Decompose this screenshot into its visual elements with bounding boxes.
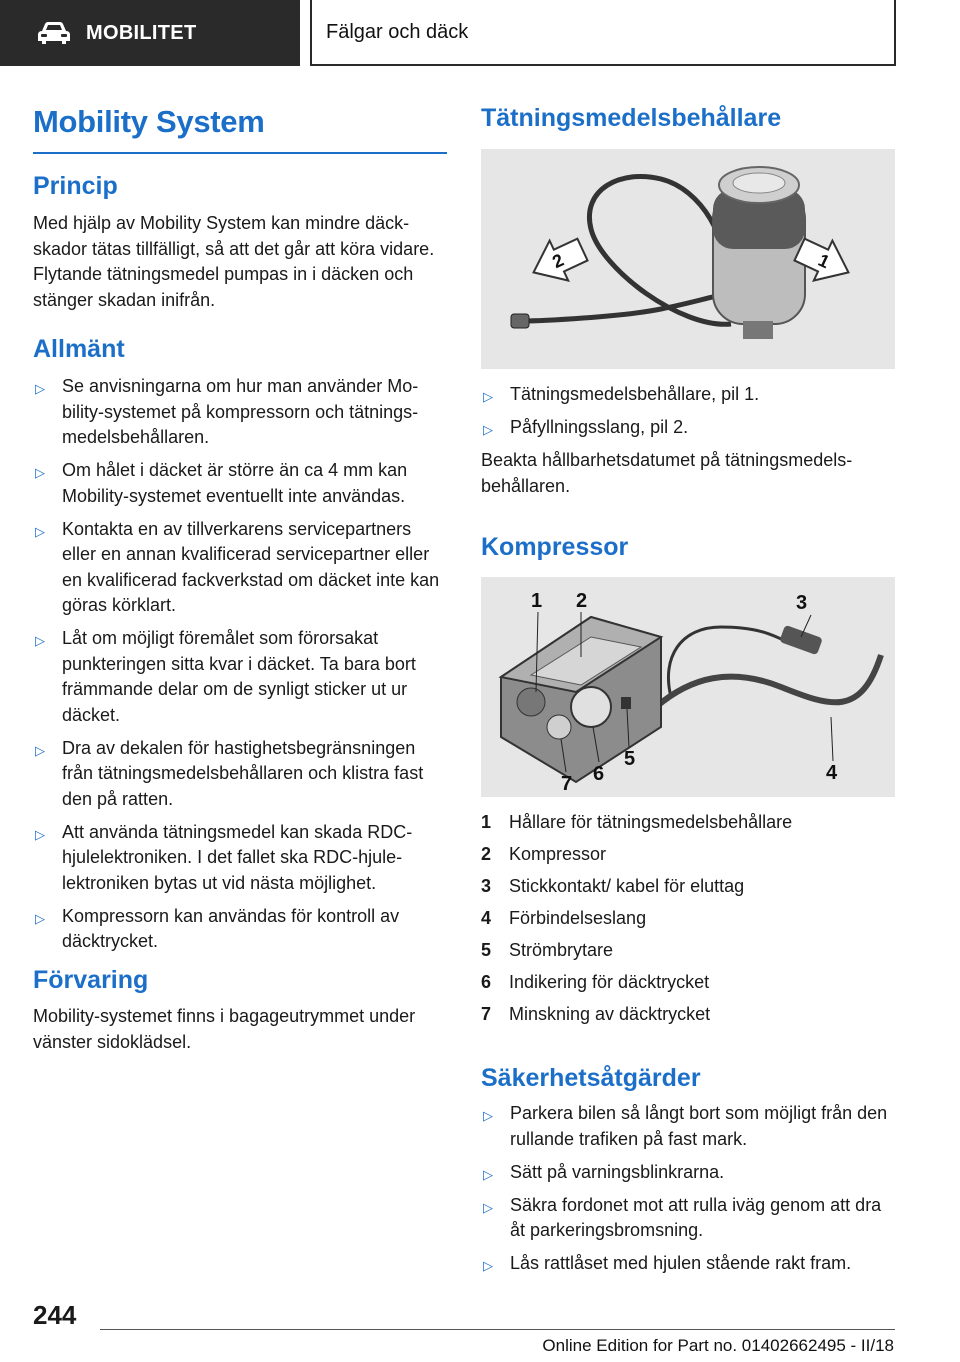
section-label: MOBILITET bbox=[86, 21, 197, 44]
container-note: Beakta hållbarhetsdatumet på tätningsmedelsbehållaren. bbox=[481, 450, 853, 496]
princip-text: Med hjälp av Mobility System kan mindre däckskador tätas tillfälligt, så att det går att köra vidare. Flytande tätningsmedel pumpas in i däcken och stänger skadan inifrån. bbox=[33, 213, 435, 310]
callout-4: 4 bbox=[826, 762, 838, 784]
triangle-right-icon: ▷ bbox=[35, 910, 45, 926]
list-item: ▷ Tätningsmedelsbehållare, pil 1. bbox=[481, 382, 895, 408]
section-tab[interactable] bbox=[0, 0, 300, 66]
compressor-parts-list bbox=[481, 812, 895, 1036]
footer-divider bbox=[100, 1329, 895, 1330]
list-item: 2 Kompressor bbox=[481, 844, 607, 864]
forvaring-heading: Förvaring bbox=[33, 966, 149, 994]
forvaring-text: Mobility-systemet finns i bagageutrymmet under vänster sidoklädsel. bbox=[33, 1006, 416, 1052]
compressor-heading: Kompressor bbox=[481, 533, 629, 561]
sealant-container-image bbox=[481, 149, 895, 369]
list-item: 6 Indikering för däcktrycket bbox=[481, 972, 710, 992]
callout-2: 2 bbox=[576, 590, 588, 612]
safety-list bbox=[481, 1101, 895, 1284]
compressor-image bbox=[481, 577, 895, 797]
safety-heading: Säkerhetsåtgärder bbox=[481, 1064, 701, 1092]
allmant-list bbox=[33, 374, 447, 962]
callout-1: 1 bbox=[531, 590, 543, 612]
list-item: 3 Stickkontakt/ kabel för eluttag bbox=[481, 876, 745, 896]
page-number: 244 bbox=[33, 1300, 77, 1330]
princip-heading: Princip bbox=[33, 172, 118, 200]
svg-text:1: 1 bbox=[815, 249, 833, 273]
triangle-right-icon: ▷ bbox=[483, 1258, 493, 1273]
container-heading: Tätningsmedelsbehållare bbox=[481, 104, 782, 132]
arrow-2-callout bbox=[524, 230, 592, 293]
edition-footer: Online Edition for Part no. 01402662495 - II/18 bbox=[542, 1336, 894, 1355]
list-item: 7 Minskning av däcktrycket bbox=[481, 1004, 711, 1024]
list-item: 4 Förbindelseslang bbox=[481, 908, 647, 928]
list-item: ▷ Se anvisningarna om hur man använder Mobility-systemet på kompressorn och tätningsmedelsbehållaren. bbox=[35, 376, 419, 447]
triangle-right-icon: ▷ bbox=[35, 826, 45, 842]
triangle-right-icon: ▷ bbox=[483, 1199, 493, 1215]
callout-3: 3 bbox=[796, 592, 808, 614]
allmant-heading: Allmänt bbox=[33, 335, 125, 363]
triangle-right-icon: ▷ bbox=[35, 633, 45, 648]
callout-5: 5 bbox=[624, 748, 636, 770]
list-item: ▷ Låt om möjligt föremålet som förorsakat punkteringen sitta kvar i däcket. Ta bara bort främmande delar om de synligt sticker ut ur däcket. bbox=[35, 628, 416, 725]
sealant-container-illustration bbox=[481, 149, 895, 369]
list-item: 5 Strömbrytare bbox=[481, 940, 614, 960]
svg-text:2: 2 bbox=[549, 249, 567, 273]
list-item: ▷ Dra av dekalen för hastighetsbegränsningen från tätningsmedelsbehållaren och klistra fast den på ratten. bbox=[35, 737, 424, 809]
triangle-right-icon: ▷ bbox=[35, 465, 45, 480]
car-icon bbox=[36, 21, 72, 45]
list-item: ▷ Sätt på varningsblinkrarna. bbox=[481, 1160, 895, 1186]
page-title: Mobility System bbox=[33, 104, 447, 154]
compressor-illustration bbox=[481, 577, 895, 797]
container-list bbox=[481, 382, 895, 448]
list-item: 1 Hållare för tätningsmedelsbehållare bbox=[481, 812, 793, 832]
triangle-right-icon: ▷ bbox=[35, 381, 45, 396]
callout-7: 7 bbox=[561, 773, 573, 795]
list-item: ▷ Säkra fordonet mot att rulla iväg genom att dra åt parkeringsbromsning. bbox=[483, 1194, 882, 1240]
list-item: ▷ Parkera bilen så långt bort som möjligt från den rullande trafiken på fast mark. bbox=[483, 1103, 888, 1149]
triangle-right-icon: ▷ bbox=[483, 1166, 493, 1182]
chapter-title: Fälgar och däck bbox=[310, 0, 896, 66]
triangle-right-icon: ▷ bbox=[483, 389, 493, 404]
list-item: ▷ Att använda tätningsmedel kan skada RDC-hjulelektroniken. I det fallet ska RDC-hjulelektroniken bytas ut vid nästa möjlighet. bbox=[35, 821, 413, 893]
list-item: ▷ Om hålet i däcket är större än ca 4 mm kan Mobility-systemet eventuellt inte användas. bbox=[35, 460, 408, 506]
triangle-right-icon: ▷ bbox=[35, 523, 45, 539]
list-item: ▷ Påfyllningsslang, pil 2. bbox=[481, 415, 895, 441]
list-item: ▷ Lås rattlåset med hjulen stående rakt fram. bbox=[481, 1251, 895, 1277]
triangle-right-icon: ▷ bbox=[483, 1108, 493, 1123]
page-header bbox=[0, 0, 960, 66]
list-item: ▷ Kontakta en av tillverkarens servicepartners eller en annan kvalificerad servicepartner eller en kvalificerad fackverkstad om däcket inte kan göras körklart. bbox=[35, 518, 440, 615]
callout-6: 6 bbox=[593, 763, 605, 785]
triangle-right-icon: ▷ bbox=[483, 422, 493, 437]
triangle-right-icon: ▷ bbox=[35, 742, 45, 758]
list-item: ▷ Kompressorn kan användas för kontroll av däcktrycket. bbox=[35, 905, 400, 951]
